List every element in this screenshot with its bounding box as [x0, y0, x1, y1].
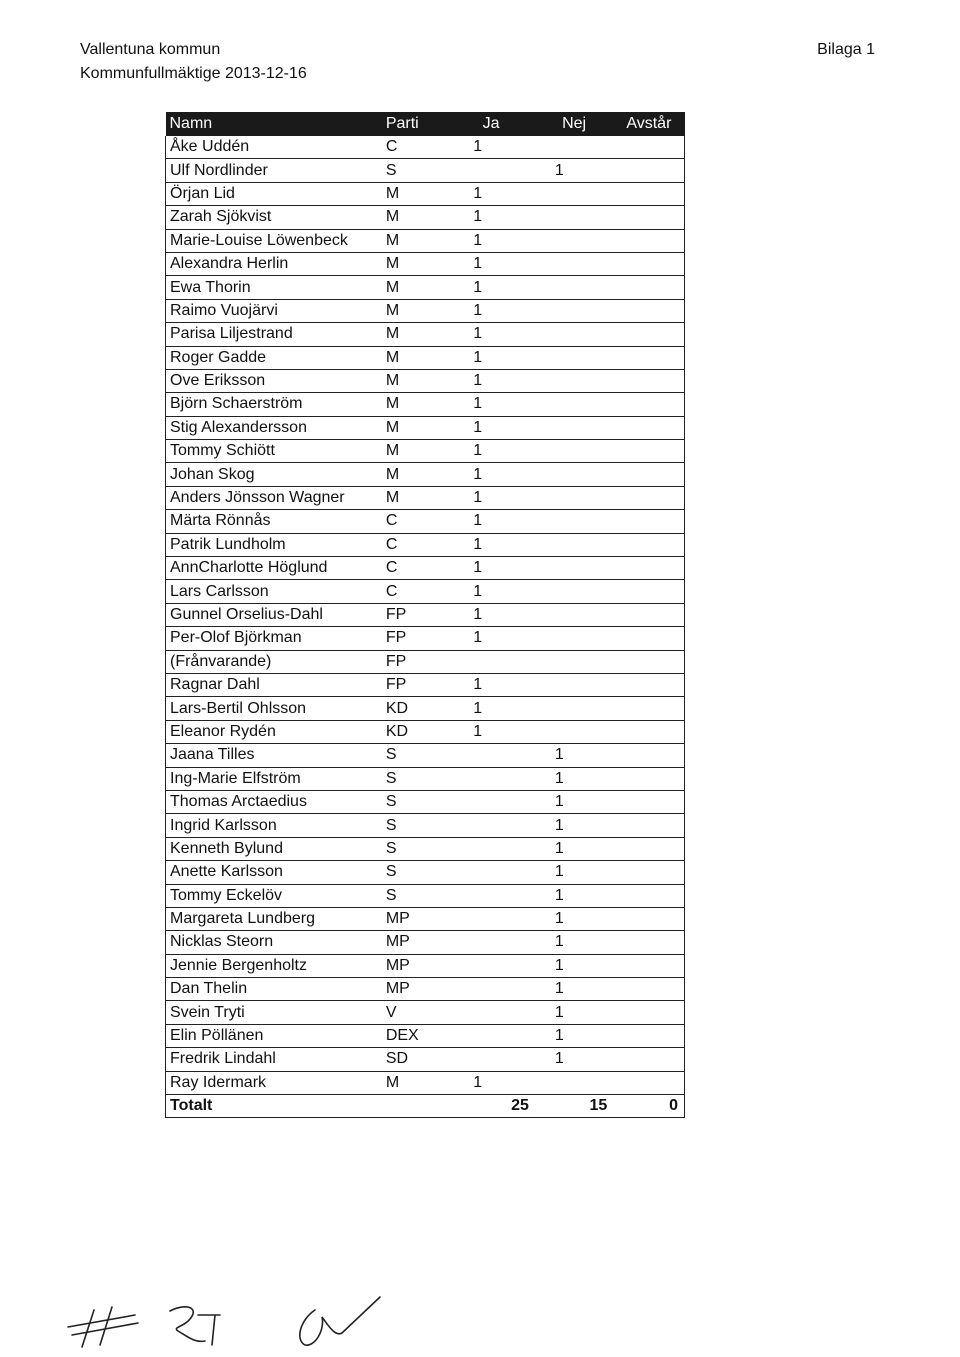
vote-nej	[535, 463, 613, 486]
table-row	[166, 767, 685, 790]
vote-nej: 1	[535, 767, 613, 790]
vote-ja	[447, 931, 535, 954]
column-header-nej: Nej	[535, 112, 613, 136]
table-row	[166, 861, 685, 884]
member-name: Ing-Marie Elfström	[166, 767, 370, 790]
table-row	[166, 323, 685, 346]
vote-avstar	[613, 650, 684, 673]
vote-nej	[535, 369, 613, 392]
vote-avstar	[613, 954, 684, 977]
member-name: Gunnel Orselius-Dahl	[166, 603, 370, 626]
vote-ja	[447, 954, 535, 977]
table-row	[166, 790, 685, 813]
vote-nej: 1	[535, 159, 613, 182]
vote-nej: 1	[535, 1024, 613, 1047]
member-name: AnnCharlotte Höglund	[166, 557, 370, 580]
table-row	[166, 416, 685, 439]
member-name: Nicklas Steorn	[166, 931, 370, 954]
member-party: C	[370, 580, 447, 603]
vote-nej: 1	[535, 931, 613, 954]
table-row	[166, 252, 685, 275]
vote-ja: 1	[447, 720, 535, 743]
vote-avstar	[613, 603, 684, 626]
member-name: Björn Schaerström	[166, 393, 370, 416]
member-party: FP	[370, 650, 447, 673]
vote-avstar	[613, 369, 684, 392]
vote-avstar	[613, 136, 684, 159]
vote-ja: 1	[447, 416, 535, 439]
column-header-party: Parti	[370, 112, 447, 136]
vote-nej	[535, 697, 613, 720]
member-party: M	[370, 276, 447, 299]
member-name: Marie-Louise Löwenbeck	[166, 229, 370, 252]
member-name: Ingrid Karlsson	[166, 814, 370, 837]
table-row	[166, 510, 685, 533]
member-party: M	[370, 323, 447, 346]
member-party: FP	[370, 673, 447, 696]
member-party: MP	[370, 907, 447, 930]
vote-nej	[535, 650, 613, 673]
vote-nej	[535, 323, 613, 346]
member-party: FP	[370, 627, 447, 650]
column-header-avstar: Avstår	[613, 112, 684, 136]
member-name: Alexandra Herlin	[166, 252, 370, 275]
organization-name: Vallentuna kommun	[80, 41, 221, 58]
table-row	[166, 603, 685, 626]
vote-nej: 1	[535, 861, 613, 884]
vote-ja	[447, 837, 535, 860]
member-party: M	[370, 416, 447, 439]
table-row	[166, 182, 685, 205]
member-party: C	[370, 136, 447, 159]
member-name: Parisa Liljestrand	[166, 323, 370, 346]
member-party: M	[370, 346, 447, 369]
member-name: Märta Rönnås	[166, 510, 370, 533]
vote-avstar	[613, 393, 684, 416]
vote-ja: 1	[447, 557, 535, 580]
member-name: Ragnar Dahl	[166, 673, 370, 696]
vote-ja: 1	[447, 323, 535, 346]
total-avstar: 0	[613, 1095, 684, 1118]
table-row	[166, 1024, 685, 1047]
vote-ja	[447, 1001, 535, 1024]
member-name: Jennie Bergenholtz	[166, 954, 370, 977]
vote-ja: 1	[447, 627, 535, 650]
vote-nej	[535, 486, 613, 509]
vote-nej	[535, 206, 613, 229]
vote-avstar	[613, 767, 684, 790]
table-row	[166, 720, 685, 743]
member-name: Ove Eriksson	[166, 369, 370, 392]
vote-ja	[447, 1048, 535, 1071]
vote-avstar	[613, 790, 684, 813]
member-party: M	[370, 229, 447, 252]
vote-avstar	[613, 323, 684, 346]
member-name: Patrik Lundholm	[166, 533, 370, 556]
vote-ja	[447, 978, 535, 1001]
vote-avstar	[613, 837, 684, 860]
table-row	[166, 1048, 685, 1071]
vote-ja	[447, 650, 535, 673]
member-name: Fredrik Lindahl	[166, 1048, 370, 1071]
vote-ja	[447, 884, 535, 907]
vote-ja: 1	[447, 299, 535, 322]
vote-ja: 1	[447, 533, 535, 556]
member-name: Åke Uddén	[166, 136, 370, 159]
member-name: Jaana Tilles	[166, 744, 370, 767]
vote-ja	[447, 907, 535, 930]
vote-avstar	[613, 861, 684, 884]
table-row	[166, 206, 685, 229]
table-row	[166, 346, 685, 369]
vote-nej: 1	[535, 907, 613, 930]
member-name: Ewa Thorin	[166, 276, 370, 299]
vote-ja: 1	[447, 393, 535, 416]
vote-nej	[535, 603, 613, 626]
vote-avstar	[613, 1001, 684, 1024]
member-name: Stig Alexandersson	[166, 416, 370, 439]
member-party: MP	[370, 931, 447, 954]
vote-nej: 1	[535, 790, 613, 813]
vote-avstar	[613, 416, 684, 439]
member-party: M	[370, 182, 447, 205]
vote-ja	[447, 744, 535, 767]
vote-avstar	[613, 229, 684, 252]
table-row	[166, 533, 685, 556]
member-name: Elin Pöllänen	[166, 1024, 370, 1047]
vote-ja: 1	[447, 697, 535, 720]
table-row	[166, 837, 685, 860]
vote-nej: 1	[535, 814, 613, 837]
vote-avstar	[613, 978, 684, 1001]
vote-avstar	[613, 1048, 684, 1071]
table-row	[166, 744, 685, 767]
table-row	[166, 463, 685, 486]
table-row	[166, 697, 685, 720]
vote-ja: 1	[447, 463, 535, 486]
member-party: S	[370, 744, 447, 767]
vote-ja: 1	[447, 276, 535, 299]
vote-nej	[535, 510, 613, 533]
member-name: Raimo Vuojärvi	[166, 299, 370, 322]
member-name: Ulf Nordlinder	[166, 159, 370, 182]
document-header	[80, 38, 307, 86]
table-row	[166, 159, 685, 182]
vote-nej	[535, 440, 613, 463]
total-party-cell	[370, 1095, 447, 1118]
member-party: M	[370, 206, 447, 229]
member-party: FP	[370, 603, 447, 626]
vote-avstar	[613, 673, 684, 696]
meeting-title: Kommunfullmäktige 2013-12-16	[80, 65, 307, 82]
vote-ja: 1	[447, 486, 535, 509]
vote-avstar	[613, 1071, 684, 1094]
member-name: Lars Carlsson	[166, 580, 370, 603]
vote-ja: 1	[447, 603, 535, 626]
member-party: M	[370, 486, 447, 509]
member-name: Dan Thelin	[166, 978, 370, 1001]
vote-ja: 1	[447, 440, 535, 463]
member-name: Ray Idermark	[166, 1071, 370, 1094]
member-name: Kenneth Bylund	[166, 837, 370, 860]
vote-nej: 1	[535, 1001, 613, 1024]
table-row	[166, 276, 685, 299]
vote-avstar	[613, 182, 684, 205]
vote-avstar	[613, 159, 684, 182]
table-row	[166, 580, 685, 603]
vote-ja	[447, 814, 535, 837]
vote-ja: 1	[447, 510, 535, 533]
member-party: S	[370, 861, 447, 884]
vote-avstar	[613, 1024, 684, 1047]
table-row	[166, 557, 685, 580]
vote-nej: 1	[535, 978, 613, 1001]
member-name: Anette Karlsson	[166, 861, 370, 884]
vote-ja: 1	[447, 229, 535, 252]
table-row	[166, 627, 685, 650]
member-name: Anders Jönsson Wagner	[166, 486, 370, 509]
member-party: M	[370, 299, 447, 322]
vote-nej	[535, 673, 613, 696]
member-name: Margareta Lundberg	[166, 907, 370, 930]
vote-avstar	[613, 580, 684, 603]
vote-avstar	[613, 697, 684, 720]
vote-nej	[535, 252, 613, 275]
total-label: Totalt	[166, 1095, 370, 1118]
member-name: Tommy Schiött	[166, 440, 370, 463]
vote-ja: 1	[447, 580, 535, 603]
table-row	[166, 814, 685, 837]
vote-nej	[535, 580, 613, 603]
member-party: C	[370, 533, 447, 556]
table-row	[166, 486, 685, 509]
member-party: M	[370, 1071, 447, 1094]
vote-nej	[535, 393, 613, 416]
vote-nej	[535, 229, 613, 252]
table-row	[166, 393, 685, 416]
vote-avstar	[613, 557, 684, 580]
table-row	[166, 907, 685, 930]
member-name: Zarah Sjökvist	[166, 206, 370, 229]
member-name: Örjan Lid	[166, 182, 370, 205]
vote-ja: 1	[447, 369, 535, 392]
table-row	[166, 650, 685, 673]
vote-avstar	[613, 907, 684, 930]
vote-avstar	[613, 720, 684, 743]
member-party: KD	[370, 720, 447, 743]
vote-avstar	[613, 744, 684, 767]
vote-avstar	[613, 884, 684, 907]
member-party: M	[370, 369, 447, 392]
vote-nej	[535, 557, 613, 580]
handwritten-signatures	[60, 1285, 420, 1355]
table-row	[166, 978, 685, 1001]
vote-ja: 1	[447, 346, 535, 369]
vote-avstar	[613, 440, 684, 463]
member-party: MP	[370, 954, 447, 977]
table-row	[166, 1001, 685, 1024]
vote-table-body	[166, 136, 685, 1095]
column-header-name: Namn	[166, 112, 370, 136]
vote-nej: 1	[535, 837, 613, 860]
vote-ja	[447, 1024, 535, 1047]
member-name: (Frånvarande)	[166, 650, 370, 673]
member-name: Tommy Eckelöv	[166, 884, 370, 907]
vote-nej	[535, 416, 613, 439]
member-party: MP	[370, 978, 447, 1001]
table-header-row	[166, 112, 685, 136]
vote-avstar	[613, 463, 684, 486]
vote-avstar	[613, 931, 684, 954]
total-row	[166, 1095, 685, 1118]
table-row	[166, 440, 685, 463]
vote-nej	[535, 627, 613, 650]
vote-nej	[535, 720, 613, 743]
table-row	[166, 884, 685, 907]
table-row	[166, 931, 685, 954]
table-row	[166, 369, 685, 392]
vote-nej	[535, 346, 613, 369]
vote-nej	[535, 299, 613, 322]
table-row	[166, 673, 685, 696]
vote-avstar	[613, 510, 684, 533]
member-party: S	[370, 767, 447, 790]
vote-ja: 1	[447, 182, 535, 205]
vote-nej: 1	[535, 744, 613, 767]
vote-ja	[447, 159, 535, 182]
member-name: Svein Tryti	[166, 1001, 370, 1024]
table-row	[166, 136, 685, 159]
vote-avstar	[613, 252, 684, 275]
member-party: SD	[370, 1048, 447, 1071]
vote-avstar	[613, 814, 684, 837]
vote-nej: 1	[535, 1048, 613, 1071]
vote-nej: 1	[535, 884, 613, 907]
vote-nej: 1	[535, 954, 613, 977]
total-nej: 15	[535, 1095, 613, 1118]
vote-ja: 1	[447, 206, 535, 229]
vote-table	[165, 112, 685, 1118]
vote-avstar	[613, 486, 684, 509]
vote-nej	[535, 276, 613, 299]
member-name: Lars-Bertil Ohlsson	[166, 697, 370, 720]
member-party: S	[370, 814, 447, 837]
table-row	[166, 954, 685, 977]
vote-nej	[535, 136, 613, 159]
member-party: S	[370, 884, 447, 907]
vote-avstar	[613, 346, 684, 369]
vote-avstar	[613, 206, 684, 229]
vote-ja	[447, 861, 535, 884]
attachment-label: Bilaga 1	[817, 41, 875, 58]
vote-ja	[447, 767, 535, 790]
member-party: C	[370, 510, 447, 533]
vote-avstar	[613, 299, 684, 322]
member-party: M	[370, 440, 447, 463]
member-party: V	[370, 1001, 447, 1024]
member-party: S	[370, 159, 447, 182]
member-party: S	[370, 790, 447, 813]
member-name: Thomas Arctaedius	[166, 790, 370, 813]
member-party: M	[370, 463, 447, 486]
member-name: Per-Olof Björkman	[166, 627, 370, 650]
member-party: KD	[370, 697, 447, 720]
member-party: M	[370, 252, 447, 275]
vote-ja: 1	[447, 136, 535, 159]
vote-nej	[535, 1071, 613, 1094]
member-party: S	[370, 837, 447, 860]
member-party: M	[370, 393, 447, 416]
vote-ja: 1	[447, 252, 535, 275]
vote-nej	[535, 182, 613, 205]
vote-ja: 1	[447, 673, 535, 696]
vote-avstar	[613, 533, 684, 556]
total-ja: 25	[447, 1095, 535, 1118]
vote-ja: 1	[447, 1071, 535, 1094]
vote-nej	[535, 533, 613, 556]
member-party: C	[370, 557, 447, 580]
member-name: Johan Skog	[166, 463, 370, 486]
table-row	[166, 1071, 685, 1094]
member-party: DEX	[370, 1024, 447, 1047]
vote-ja	[447, 790, 535, 813]
column-header-ja: Ja	[447, 112, 535, 136]
vote-avstar	[613, 276, 684, 299]
vote-avstar	[613, 627, 684, 650]
member-name: Eleanor Rydén	[166, 720, 370, 743]
member-name: Roger Gadde	[166, 346, 370, 369]
table-row	[166, 299, 685, 322]
table-row	[166, 229, 685, 252]
